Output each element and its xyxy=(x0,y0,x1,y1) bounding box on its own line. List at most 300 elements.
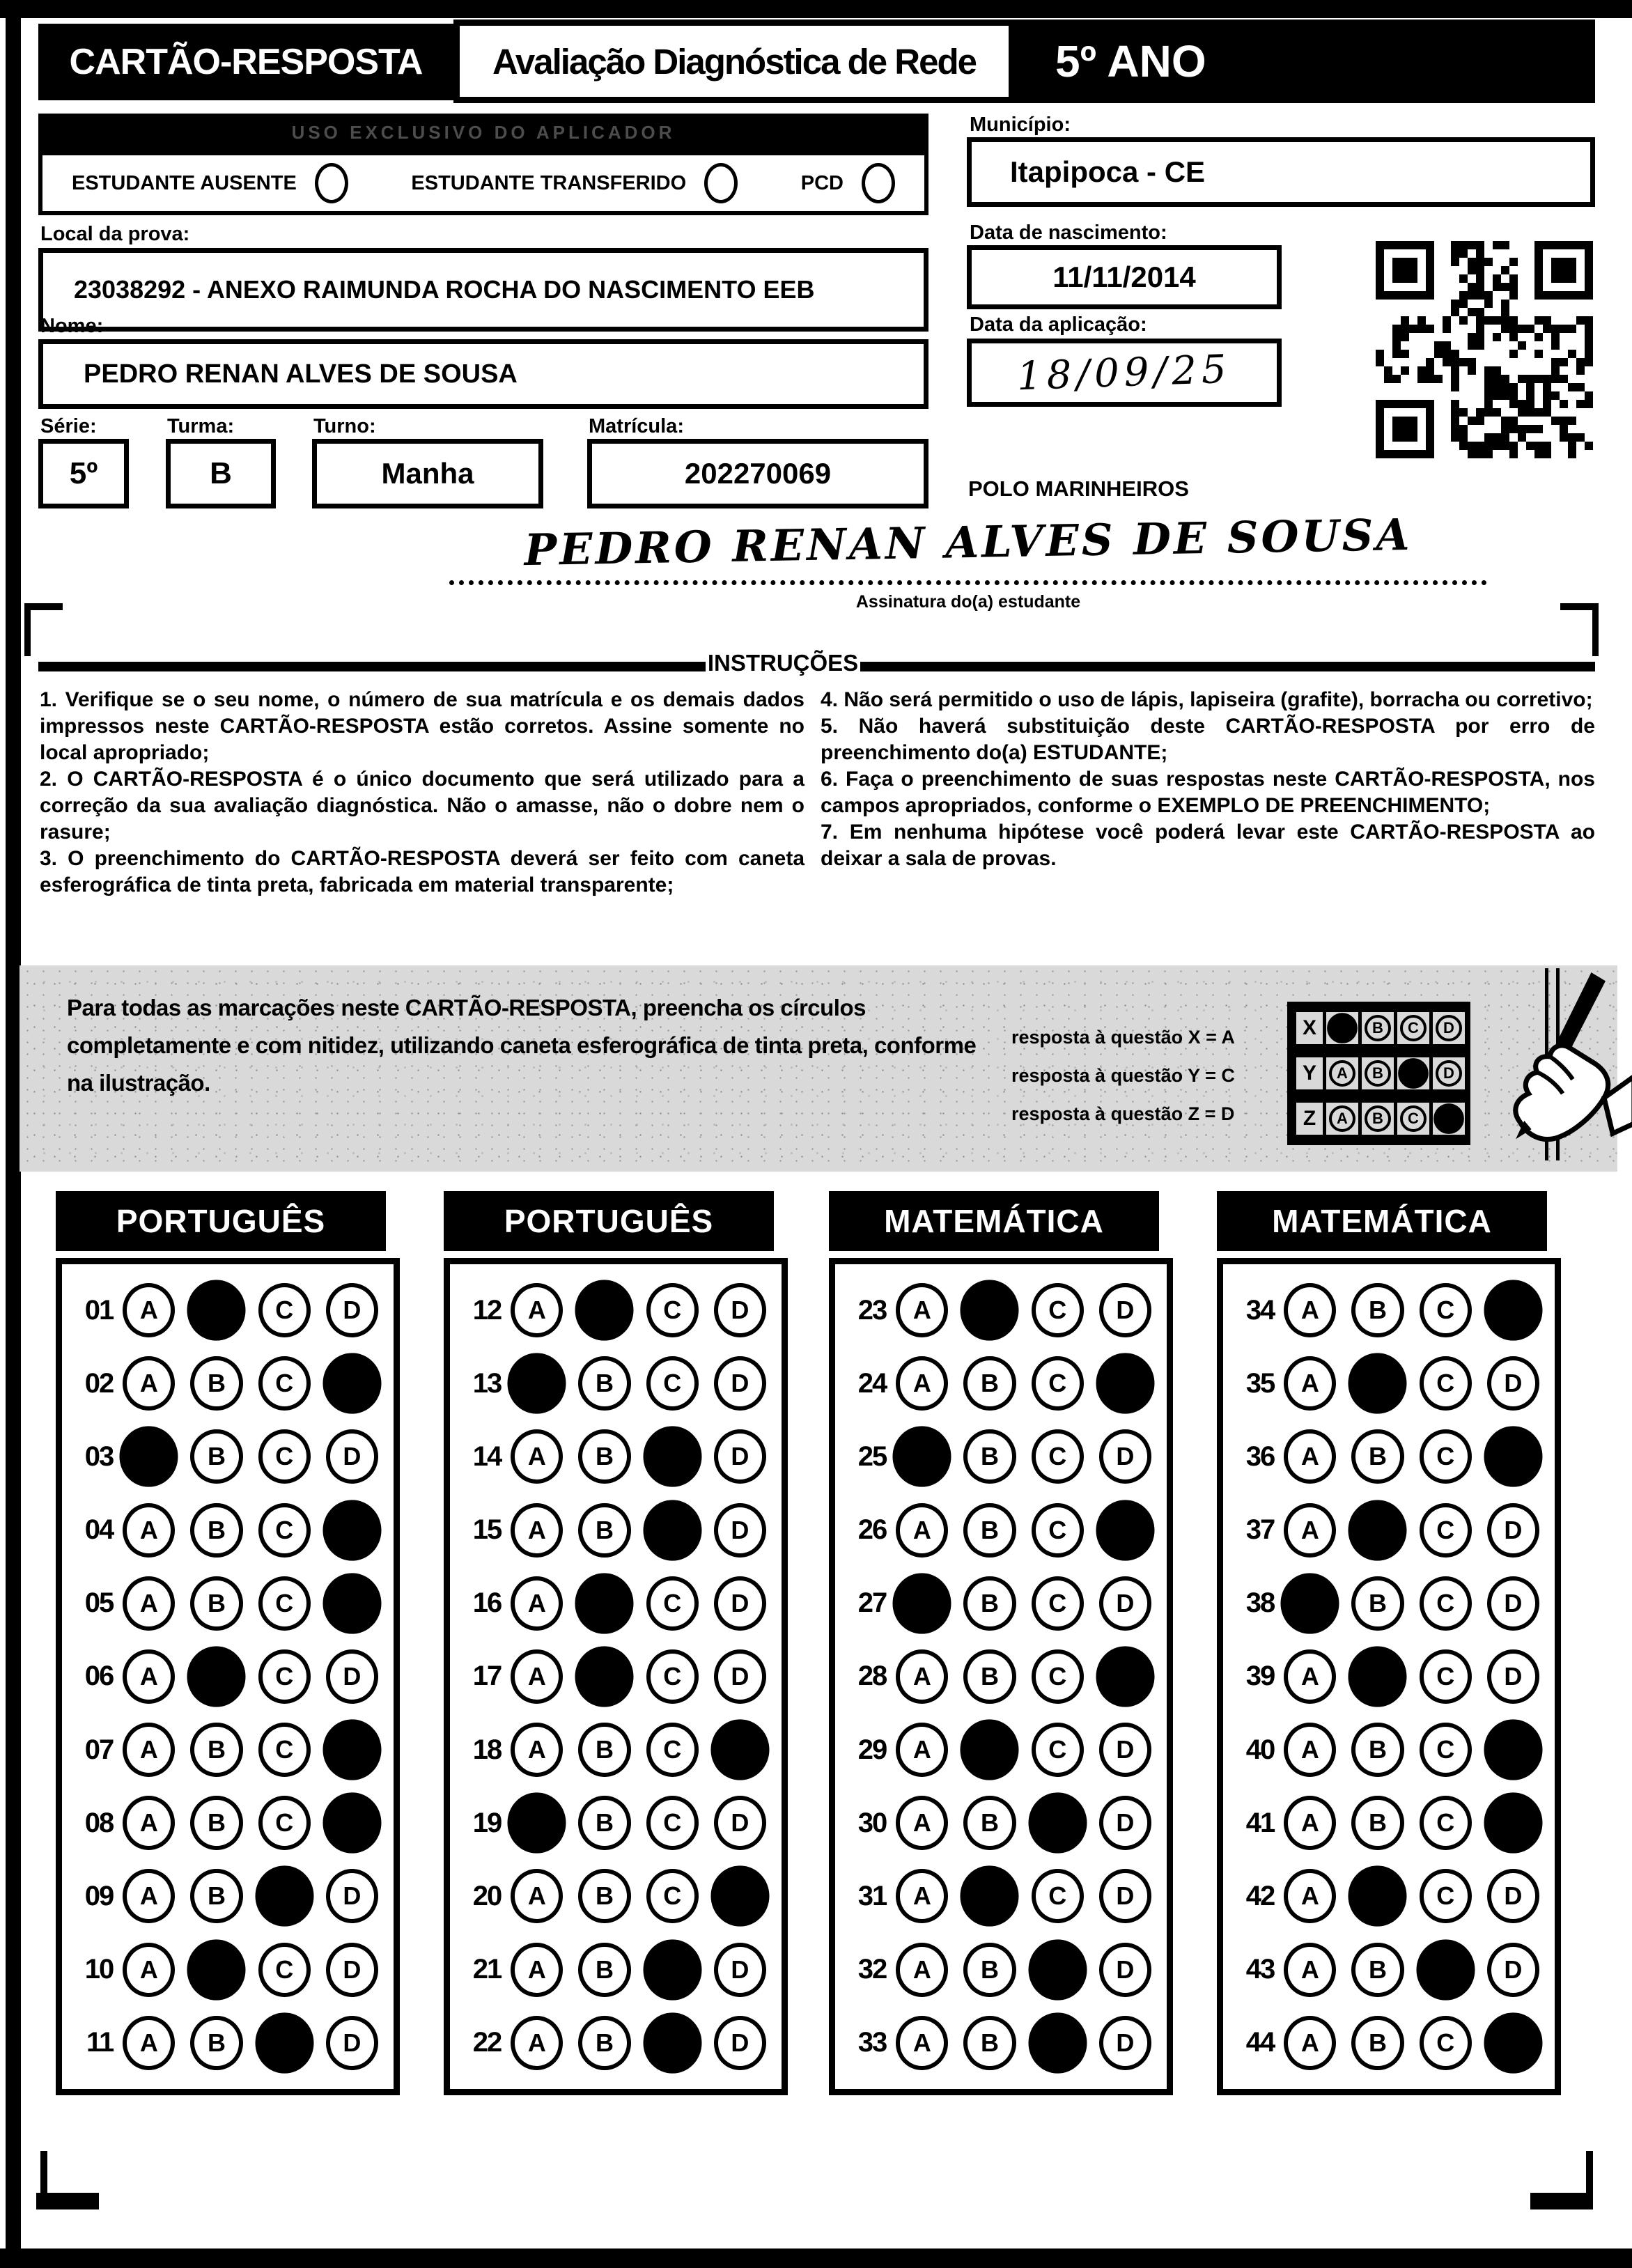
bubble-C[interactable]: C xyxy=(1420,1723,1472,1777)
bubble-A[interactable]: A xyxy=(1284,1869,1336,1923)
bubble-B[interactable]: B xyxy=(190,1503,242,1558)
bubble-B-marked[interactable] xyxy=(961,1866,1019,1927)
bubble-A[interactable]: A xyxy=(123,1723,175,1777)
bubble-D[interactable]: D xyxy=(1487,1576,1539,1631)
bubble-C[interactable]: C xyxy=(1032,1356,1084,1411)
bubble-D[interactable]: D xyxy=(1099,1429,1151,1484)
question-number: 25 xyxy=(857,1440,887,1472)
bubble-C[interactable]: C xyxy=(1420,1649,1472,1704)
bubble-A-marked[interactable] xyxy=(508,1793,566,1854)
bubble-B-marked[interactable] xyxy=(1349,1646,1407,1707)
bubble-A[interactable]: A xyxy=(1284,1723,1336,1777)
bubble-C[interactable]: C xyxy=(1032,1723,1084,1777)
bubble-C[interactable]: C xyxy=(258,1723,311,1777)
question-row xyxy=(70,1649,394,1704)
bubble-B[interactable]: B xyxy=(963,1429,1016,1484)
question-number: 43 xyxy=(1245,1954,1275,1985)
bubble-B-marked[interactable] xyxy=(575,1280,634,1340)
question-row xyxy=(458,1503,782,1558)
aplicador-checkboxes xyxy=(38,151,928,215)
question-number: 13 xyxy=(472,1367,502,1399)
top-border xyxy=(0,0,1632,18)
bubble-B[interactable]: B xyxy=(1351,1576,1404,1631)
bubble-C[interactable]: C xyxy=(258,1796,311,1850)
municipio-label: Município: xyxy=(970,114,1071,136)
status-checkbox-circle[interactable] xyxy=(315,163,348,203)
bubble-A[interactable]: A xyxy=(1284,1796,1336,1850)
bubble-C[interactable]: C xyxy=(1032,1649,1084,1704)
bubble-B[interactable]: B xyxy=(963,1356,1016,1411)
bubble-B-marked[interactable] xyxy=(187,1939,246,2000)
question-number: 38 xyxy=(1245,1587,1275,1619)
bubble-A[interactable]: A xyxy=(511,2016,563,2070)
subject-header: PORTUGUÊS xyxy=(56,1191,386,1251)
question-number: 41 xyxy=(1245,1807,1275,1838)
bubble-D[interactable]: D xyxy=(1099,2016,1151,2070)
bubble-D[interactable]: D xyxy=(1487,1503,1539,1558)
bubble-C[interactable]: C xyxy=(1420,1796,1472,1850)
bubble-C[interactable]: C xyxy=(646,1283,699,1337)
question-row xyxy=(844,1283,1167,1337)
bubble-B[interactable]: B xyxy=(1351,1943,1404,1997)
bubble-B-marked[interactable] xyxy=(575,1573,634,1633)
bubble-D-marked[interactable] xyxy=(710,1719,769,1780)
example-bubble-B: B xyxy=(1365,1015,1391,1041)
question-row xyxy=(844,1649,1167,1704)
bubble-A[interactable]: A xyxy=(123,1576,175,1631)
card-title: CARTÃO-RESPOSTA xyxy=(38,24,453,100)
bubble-B[interactable]: B xyxy=(190,2016,242,2070)
bubble-D[interactable]: D xyxy=(714,2016,766,2070)
bubble-D[interactable]: D xyxy=(714,1356,766,1411)
question-number: 42 xyxy=(1245,1880,1275,1911)
bubble-A[interactable]: A xyxy=(511,1429,563,1484)
instruction-item: 2. O CARTÃO-RESPOSTA é o único documento que será utilizado para a correção da sua avaliação diagnóstica. Não o amasse, não o dobre nem o rasure; xyxy=(40,768,805,844)
example-legend-line: resposta à questão Z = D xyxy=(1011,1103,1235,1124)
example-grid-row xyxy=(1293,1009,1465,1048)
bubble-C-marked[interactable] xyxy=(255,2012,313,2073)
bubble-D[interactable]: D xyxy=(1099,1576,1151,1631)
question-row xyxy=(70,1429,394,1484)
status-checkbox-circle[interactable] xyxy=(704,163,738,203)
signature-dotted-line[interactable] xyxy=(449,580,1487,585)
bubble-C[interactable]: C xyxy=(258,1503,311,1558)
bubble-C[interactable]: C xyxy=(1420,1503,1472,1558)
instruction-item: 3. O preenchimento do CARTÃO-RESPOSTA deverá ser feito com caneta esferográfica de tinta preta, fabricada em material transparente; xyxy=(40,847,805,896)
turma-field: B xyxy=(166,439,276,508)
bubble-A[interactable]: A xyxy=(896,1723,948,1777)
example-question-label: Y xyxy=(1293,1054,1326,1093)
bubble-A[interactable]: A xyxy=(511,1503,563,1558)
question-number: 11 xyxy=(86,2027,114,2058)
bubble-B[interactable]: B xyxy=(963,1576,1016,1631)
bubble-C[interactable]: C xyxy=(646,1723,699,1777)
question-number: 06 xyxy=(84,1661,114,1692)
question-number: 33 xyxy=(857,2027,887,2058)
bubble-B[interactable]: B xyxy=(190,1356,242,1411)
bubble-C[interactable]: C xyxy=(646,1796,699,1850)
turno-label: Turno: xyxy=(313,415,376,437)
question-row xyxy=(458,1283,782,1337)
bubble-B-marked[interactable] xyxy=(187,1280,246,1340)
bubble-D[interactable]: D xyxy=(1099,1283,1151,1337)
local-da-prova-field: 23038292 - ANEXO RAIMUNDA ROCHA DO NASCIMENTO EEB xyxy=(38,248,928,332)
bubble-B[interactable]: B xyxy=(1351,2016,1404,2070)
grade-title: 5º ANO xyxy=(1015,20,1595,103)
bubble-A[interactable]: A xyxy=(123,2016,175,2070)
example-bubble-A: A xyxy=(1329,1060,1355,1087)
bubble-B-marked[interactable] xyxy=(1349,1353,1407,1414)
instructions-column-left xyxy=(40,687,805,899)
bubble-B[interactable]: B xyxy=(963,1796,1016,1850)
bubble-A[interactable]: A xyxy=(123,1869,175,1923)
instruction-item: 6. Faça o preenchimento de suas respostas neste CARTÃO-RESPOSTA, nos campos apropriados, conforme o EXEMPLO DE PREENCHIMENTO; xyxy=(821,768,1595,817)
bubble-A[interactable]: A xyxy=(123,1356,175,1411)
question-row xyxy=(70,1869,394,1923)
qr-code xyxy=(1376,239,1593,460)
serie-field: 5º xyxy=(38,439,129,508)
bubble-A-marked[interactable] xyxy=(893,1427,951,1487)
bubble-A[interactable]: A xyxy=(1284,1503,1336,1558)
example-bubble-D: D xyxy=(1436,1060,1462,1087)
bubble-A[interactable]: A xyxy=(511,1649,563,1704)
status-checkbox xyxy=(411,163,738,203)
bubble-D[interactable]: D xyxy=(714,1796,766,1850)
bubble-B[interactable]: B xyxy=(1351,1283,1404,1337)
bubble-B[interactable]: B xyxy=(578,2016,630,2070)
question-number: 26 xyxy=(857,1514,887,1546)
question-row xyxy=(70,1576,394,1631)
bubble-A[interactable]: A xyxy=(896,2016,948,2070)
question-row xyxy=(70,1723,394,1777)
question-number: 28 xyxy=(857,1661,887,1692)
example-bubble-B: B xyxy=(1365,1105,1391,1132)
serie-label: Série: xyxy=(40,415,97,437)
bubble-B[interactable]: B xyxy=(963,1943,1016,1997)
bubble-C[interactable]: C xyxy=(1032,1283,1084,1337)
bubble-C[interactable]: C xyxy=(258,1649,311,1704)
bubble-B-marked[interactable] xyxy=(1349,1500,1407,1560)
bubble-A[interactable]: A xyxy=(511,1576,563,1631)
question-row xyxy=(1231,1723,1555,1777)
bubble-B[interactable]: B xyxy=(578,1429,630,1484)
status-checkbox-circle[interactable] xyxy=(862,163,895,203)
example-option-cell xyxy=(1358,1054,1397,1093)
bubble-C[interactable]: C xyxy=(646,1869,699,1923)
example-bubble-C: C xyxy=(1400,1105,1427,1132)
question-number: 31 xyxy=(857,1880,887,1911)
bubble-A[interactable]: A xyxy=(1284,1943,1336,1997)
bubble-D-marked[interactable] xyxy=(322,1353,381,1414)
bubble-C-marked[interactable] xyxy=(643,2012,701,2073)
bubble-C-marked[interactable] xyxy=(643,1939,701,2000)
bubble-C[interactable]: C xyxy=(646,1649,699,1704)
bubble-D[interactable]: D xyxy=(714,1503,766,1558)
bubble-C[interactable]: C xyxy=(1032,1429,1084,1484)
bubble-D-marked[interactable] xyxy=(1096,1646,1154,1707)
question-row xyxy=(1231,1796,1555,1850)
question-number: 05 xyxy=(84,1587,114,1619)
bubble-D-marked[interactable] xyxy=(1096,1353,1154,1414)
bubble-C[interactable]: C xyxy=(1032,1503,1084,1558)
bubble-A[interactable]: A xyxy=(123,1796,175,1850)
bubble-B[interactable]: B xyxy=(963,1503,1016,1558)
bubble-A[interactable]: A xyxy=(123,1943,175,1997)
bubble-D-marked[interactable] xyxy=(322,1573,381,1633)
question-number: 17 xyxy=(472,1661,502,1692)
turma-label: Turma: xyxy=(167,415,235,437)
bubble-B[interactable]: B xyxy=(190,1796,242,1850)
bubble-B[interactable]: B xyxy=(190,1869,242,1923)
question-number: 10 xyxy=(84,1954,114,1985)
bubble-D[interactable]: D xyxy=(714,1429,766,1484)
question-grid xyxy=(444,1258,788,2095)
question-number: 29 xyxy=(857,1734,887,1765)
bubble-B[interactable]: B xyxy=(190,1723,242,1777)
bubble-D[interactable]: D xyxy=(326,1283,378,1337)
bubble-A-marked[interactable] xyxy=(120,1427,178,1487)
bubble-A[interactable]: A xyxy=(511,1943,563,1997)
matricula-field: 202270069 xyxy=(587,439,928,508)
bubble-B[interactable]: B xyxy=(1351,1429,1404,1484)
bubble-D[interactable]: D xyxy=(1487,1649,1539,1704)
bubble-D-marked[interactable] xyxy=(1484,1719,1542,1780)
bubble-B-marked[interactable] xyxy=(187,1646,246,1707)
example-option-cell xyxy=(1358,1009,1397,1048)
question-row xyxy=(844,1429,1167,1484)
question-row xyxy=(70,2016,394,2070)
corner-bracket-top-right xyxy=(1560,603,1599,656)
question-number: 35 xyxy=(1245,1367,1275,1399)
question-number: 39 xyxy=(1245,1661,1275,1692)
question-number: 40 xyxy=(1245,1734,1275,1765)
bubble-C-marked[interactable] xyxy=(1028,2012,1087,2073)
bubble-D-marked[interactable] xyxy=(1484,1427,1542,1487)
question-row xyxy=(458,1869,782,1923)
bubble-D[interactable]: D xyxy=(326,1869,378,1923)
bubble-B[interactable]: B xyxy=(578,1869,630,1923)
subject-header: MATEMÁTICA xyxy=(1217,1191,1547,1251)
bubble-D[interactable]: D xyxy=(326,1649,378,1704)
bubble-A-marked[interactable] xyxy=(893,1573,951,1633)
bubble-A[interactable]: A xyxy=(1284,1283,1336,1337)
bubble-B-marked[interactable] xyxy=(575,1646,634,1707)
aplicador-bar-label: USO EXCLUSIVO DO APLICADOR xyxy=(38,114,928,151)
question-row xyxy=(1231,1869,1555,1923)
matricula-label: Matrícula: xyxy=(589,415,684,437)
answer-column xyxy=(829,1191,1177,2095)
question-number: 32 xyxy=(857,1954,887,1985)
bubble-A[interactable]: A xyxy=(896,1796,948,1850)
instructions-title: INSTRUÇÕES xyxy=(707,650,859,676)
instruction-item: 7. Em nenhuma hipótese você poderá levar este CARTÃO-RESPOSTA ao deixar a sala de provas. xyxy=(821,821,1595,870)
bubble-C[interactable]: C xyxy=(1032,1576,1084,1631)
bubble-A[interactable]: A xyxy=(896,1649,948,1704)
bubble-A-marked[interactable] xyxy=(508,1353,566,1414)
question-number: 03 xyxy=(84,1440,114,1472)
bubble-B[interactable]: B xyxy=(578,1356,630,1411)
aplicacao-field xyxy=(967,339,1282,407)
bubble-C[interactable]: C xyxy=(1420,1356,1472,1411)
aplicacao-handwritten-date: 18/09/25 xyxy=(1016,346,1232,399)
question-row xyxy=(844,1943,1167,1997)
bubble-A[interactable]: A xyxy=(123,1283,175,1337)
question-row xyxy=(458,1649,782,1704)
question-number: 27 xyxy=(857,1587,887,1619)
question-row xyxy=(1231,1576,1555,1631)
bubble-C[interactable]: C xyxy=(646,1356,699,1411)
bubble-B[interactable]: B xyxy=(1351,1796,1404,1850)
local-da-prova-label: Local da prova: xyxy=(40,223,190,245)
bubble-B[interactable]: B xyxy=(578,1723,630,1777)
bubble-C[interactable]: C xyxy=(258,1943,311,1997)
bubble-C-marked[interactable] xyxy=(1028,1939,1087,2000)
bubble-D[interactable]: D xyxy=(326,1429,378,1484)
bubble-B[interactable]: B xyxy=(190,1429,242,1484)
question-number: 30 xyxy=(857,1807,887,1838)
bubble-C[interactable]: C xyxy=(1420,1429,1472,1484)
bubble-D-marked[interactable] xyxy=(322,1719,381,1780)
bubble-D-marked[interactable] xyxy=(1484,2012,1542,2073)
question-row xyxy=(458,1723,782,1777)
bubble-A[interactable]: A xyxy=(896,1356,948,1411)
bubble-D-marked[interactable] xyxy=(710,1866,769,1927)
bubble-D[interactable]: D xyxy=(714,1649,766,1704)
bubble-B[interactable]: B xyxy=(963,1649,1016,1704)
nome-label: Nome: xyxy=(40,315,104,337)
nascimento-label: Data de nascimento: xyxy=(970,222,1167,244)
instruction-item: 5. Não haverá substituição deste CARTÃO-RESPOSTA por erro de preenchimento do(a) ESTUDANTE; xyxy=(821,715,1595,764)
signature-caption: Assinatura do(a) estudante xyxy=(855,592,1081,612)
bubble-D[interactable]: D xyxy=(714,1576,766,1631)
question-row xyxy=(844,1723,1167,1777)
bubble-A-marked[interactable] xyxy=(1281,1573,1339,1633)
question-number: 37 xyxy=(1245,1514,1275,1546)
bubble-D[interactable]: D xyxy=(1099,1869,1151,1923)
bubble-D[interactable]: D xyxy=(1487,1869,1539,1923)
aplicacao-label: Data da aplicação: xyxy=(970,313,1147,336)
subject-header: PORTUGUÊS xyxy=(444,1191,774,1251)
question-grid xyxy=(1217,1258,1561,2095)
bubble-B[interactable]: B xyxy=(1351,1723,1404,1777)
bubble-D-marked[interactable] xyxy=(1484,1280,1542,1340)
bubble-A[interactable]: A xyxy=(896,1503,948,1558)
status-checkbox-label: ESTUDANTE TRANSFERIDO xyxy=(411,171,687,194)
question-number: 04 xyxy=(84,1514,114,1546)
bubble-C[interactable]: C xyxy=(258,1283,311,1337)
bubble-A[interactable]: A xyxy=(1284,1649,1336,1704)
bubble-B[interactable]: B xyxy=(578,1796,630,1850)
bubble-D-marked[interactable] xyxy=(1096,1500,1154,1560)
bubble-C[interactable]: C xyxy=(258,1356,311,1411)
bubble-B-marked[interactable] xyxy=(961,1719,1019,1780)
answer-column xyxy=(1217,1191,1565,2095)
bubble-D[interactable]: D xyxy=(714,1943,766,1997)
bottom-border xyxy=(0,2248,1632,2268)
question-number: 36 xyxy=(1245,1440,1275,1472)
bubble-C[interactable]: C xyxy=(258,1576,311,1631)
bubble-C[interactable]: C xyxy=(646,1576,699,1631)
example-option-cell xyxy=(1323,1009,1362,1048)
bubble-C[interactable]: C xyxy=(1032,1869,1084,1923)
question-row xyxy=(844,1796,1167,1850)
question-number: 01 xyxy=(84,1294,114,1326)
exam-title: Avaliação Diagnóstica de Rede xyxy=(453,20,1015,103)
bubble-D[interactable]: D xyxy=(714,1283,766,1337)
bubble-A[interactable]: A xyxy=(511,1283,563,1337)
bubble-A[interactable]: A xyxy=(123,1649,175,1704)
bubble-C[interactable]: C xyxy=(1420,1283,1472,1337)
bubble-C[interactable]: C xyxy=(1420,1576,1472,1631)
example-option-cell xyxy=(1323,1054,1362,1093)
bubble-C[interactable]: C xyxy=(1420,1869,1472,1923)
bubble-B[interactable]: B xyxy=(963,2016,1016,2070)
question-row xyxy=(844,1869,1167,1923)
question-number: 19 xyxy=(472,1807,502,1838)
bubble-D-marked[interactable] xyxy=(1484,1793,1542,1854)
bubble-D-marked[interactable] xyxy=(322,1793,381,1854)
bubble-D[interactable]: D xyxy=(326,1943,378,1997)
bubble-B[interactable]: B xyxy=(190,1576,242,1631)
bubble-D-marked[interactable] xyxy=(322,1500,381,1560)
bubble-D[interactable]: D xyxy=(1487,1943,1539,1997)
bubble-C-marked[interactable] xyxy=(643,1427,701,1487)
bubble-C-marked[interactable] xyxy=(1028,1793,1087,1854)
question-row xyxy=(1231,1503,1555,1558)
bubble-C-marked[interactable] xyxy=(255,1866,313,1927)
question-row xyxy=(70,1503,394,1558)
bubble-A[interactable]: A xyxy=(511,1723,563,1777)
bubble-D[interactable]: D xyxy=(1099,1796,1151,1850)
bubble-A[interactable]: A xyxy=(1284,2016,1336,2070)
bubble-C[interactable]: C xyxy=(258,1429,311,1484)
question-row xyxy=(844,2016,1167,2070)
bubble-D[interactable]: D xyxy=(1099,1723,1151,1777)
bubble-D[interactable]: D xyxy=(1487,1356,1539,1411)
student-signature: PEDRO RENAN ALVES DE SOUSA xyxy=(523,508,1413,576)
example-option-cell xyxy=(1394,1099,1433,1138)
bubble-B-marked[interactable] xyxy=(1349,1866,1407,1927)
bubble-A[interactable]: A xyxy=(1284,1429,1336,1484)
bubble-A[interactable]: A xyxy=(896,1283,948,1337)
question-row xyxy=(70,1356,394,1411)
bubble-C[interactable]: C xyxy=(1420,2016,1472,2070)
bubble-D[interactable]: D xyxy=(1099,1943,1151,1997)
bubble-B-marked[interactable] xyxy=(961,1280,1019,1340)
corner-bracket-top-left xyxy=(24,603,63,656)
bubble-C-marked[interactable] xyxy=(1416,1939,1475,2000)
bubble-D[interactable]: D xyxy=(326,2016,378,2070)
question-number: 02 xyxy=(84,1367,114,1399)
instruction-item: 4. Não será permitido o uso de lápis, lapiseira (grafite), borracha ou corretivo; xyxy=(821,688,1593,711)
question-number: 24 xyxy=(857,1367,887,1399)
question-grid xyxy=(829,1258,1173,2095)
bubble-C-marked[interactable] xyxy=(643,1500,701,1560)
example-bubble-B: B xyxy=(1365,1060,1391,1087)
bubble-A[interactable]: A xyxy=(896,1869,948,1923)
question-number: 07 xyxy=(84,1734,114,1765)
question-row xyxy=(1231,1649,1555,1704)
bubble-A[interactable]: A xyxy=(511,1869,563,1923)
bubble-B[interactable]: B xyxy=(578,1943,630,1997)
instruction-item: 1. Verifique se o seu nome, o número de sua matrícula e os demais dados impressos neste CARTÃO-RESPOSTA estão corretos. Assine somente no local apropriado; xyxy=(40,688,805,764)
question-row xyxy=(458,1943,782,1997)
instructions-rule-right xyxy=(860,662,1595,671)
bubble-A[interactable]: A xyxy=(896,1943,948,1997)
bubble-B[interactable]: B xyxy=(578,1503,630,1558)
bubble-A[interactable]: A xyxy=(1284,1356,1336,1411)
bubble-A[interactable]: A xyxy=(123,1503,175,1558)
